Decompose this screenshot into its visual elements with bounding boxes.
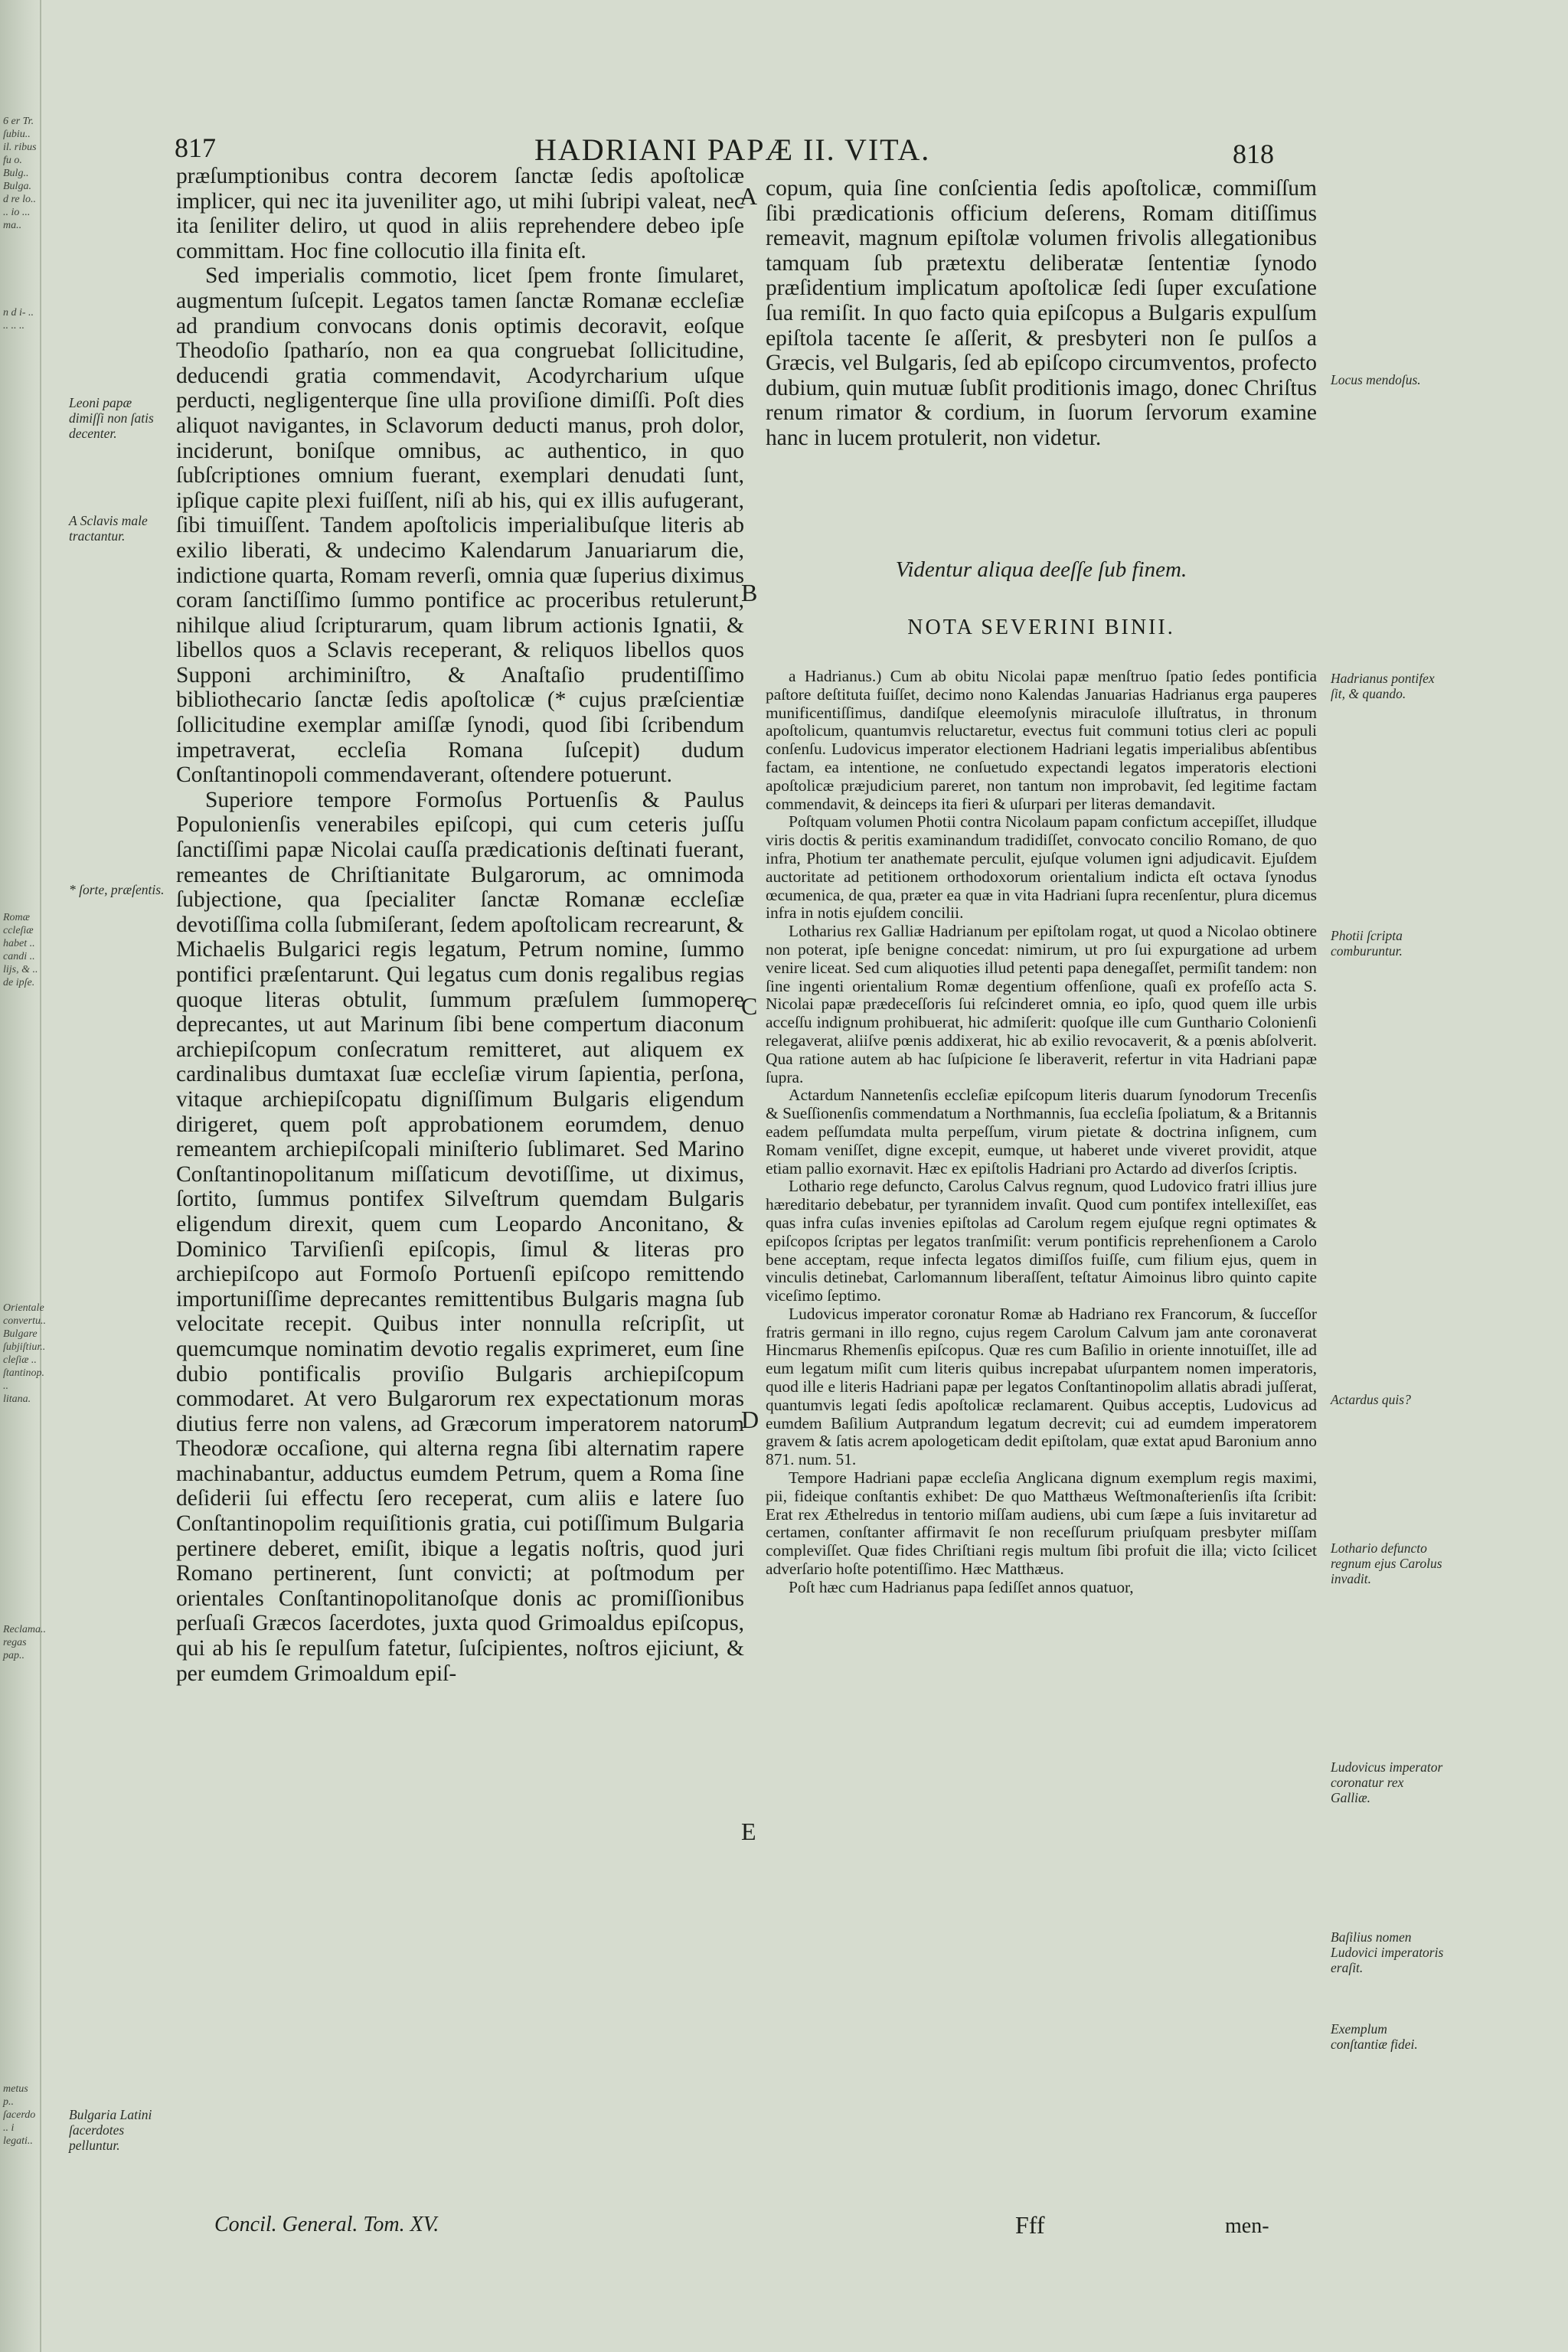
note-paragraph: Ludovicus imperator coronatur Romæ ab Hadriano rex Francorum, & ſucceſſor fratris germani in illo regno, cujus regem Carolum Calvum jam ante coronaverat Hincmarus Rhemenſis epiſcopus. Quæ res cum Baſilio in oriente innotuiſſet, ille ad eum legatum miſit cum literis quibus increpabat uſurpantem nomen imperatoris, quod ille e literis Hadriani papæ per legatos Conſtantinopolim allatis abradi juſſerat, quantumvis legati ſedis apoſtolicæ reclamarent. Quibus acceptis, Ludovicus ad eumdem Baſilium Autprandum legatum decrevit; cui ad eumdem imperatorem gravem & ſatis acrem apologeticam dedit epiſtolam, quæ extat apud Baronium anno 871. num. 51. bbox=[766, 1304, 1317, 1469]
margin-note-right: Photii ſcripta comburuntur. bbox=[1331, 928, 1403, 959]
signature-mark: Fff bbox=[1015, 2211, 1045, 2239]
note-paragraph: a Hadrianus.) Cum ab obitu Nicolai papæ menſtruo ſpatio ſedes pontificia paſtore deſtituta fuiſſet, decimo nono Kalendas Januarias Hadrianus erga pauperes munificentiſſimus, dandiſque eleemoſynis miraculoſe illuſtratus, in thronum apoſtolicum, quantumvis reluctaretur, evectus fuit communi totius cleri ac populi conſenſu. Ludovicus imperator electionem Hadriani legatis imperialibus abſentibus factam, ea intentione, ne conſuetudo expectandi legatos imperatoris electioni apoſtolicæ præjudicium pareret, non tantum non improbavit, ſed legitime factam commendavit, & deinceps ita fieri & uſurpari per literas demandavit. bbox=[766, 667, 1317, 813]
paragraph: Superiore tempore Formoſus Portuenſis & Paulus Populonienſis venerabiles epiſcopi, qui cum ceteris juſſu ſanctiſſimi papæ Nicolai cauſſa prædicationis deſtinati fuerant, remeantes de Chriſtianitate Bulgarorum, ac omnimoda ſubjectione, qua ſpecialiter ſanctæ Romanæ eccleſiæ devotiſſima colla ſubmiſerant, ſedem apoſtolicam recrearunt, & Michaelis Bulgarici regis legatum, Petrum nomine, ſummo pontifici præſentarunt. Qui legatus cum donis regalibus regias quoque literas obtulit, ſummum præſulem ſummopere deprecantes, ut aut Marinum ſibi bene compertum diaconum archiepiſcopum conſecratum remitteret, aut aliquem ex cardinalibus dumtaxat ſuæ eccleſiæ virum ſapientia, perſona, vitaque archiepiſcopatu digniſſimum Bulgaris eligendum dirigeret, quem poſt approbationem eorumdem, denuo remeantem archiepiſcopali miniſterio ſublimaret. Sed Marino Conſtantinopolitanum miſſaticum devotiſſime, ut diximus, ſortito, ſummus pontifex Silveſtrum quemdam Bulgaris eligendum direxit, quem cum Leopardo Anconitano, & Dominico Tarviſienſi epiſcopis, ſimul & literas pro archiepiſcopo aut Formoſo Portuenſi epiſcopo remittendo importuniſſime deprecantes remittentibus Bulgaris magna ſub velocitate recepit. Quibus inter nonnulla reſcripſit, ut quemcumque nominatim devotio regalis exprimeret, eum ſine dubio pontificalis proviſio Bulgaris archiepiſcopum commodaret. At vero Bulgarorum rex expectationum moras diutius ferre non valens, ad Græcorum imperatorem natorum Theodoræ occaſione, qui alterna regna ſibi alternatim rapere machinabantur, adductus eumdem Petrum, quem a Roma ſine deſiderii ſui effectu ſero receperat, cum aliis e latere ſuo Conſtantinopolim requiſitionis gratia, cui potiſſimum Bulgaria pertinere deberet, emiſit, ibique a legatis noſtris, quod juri Romano pertinerent, ſunt convicti; at poſtmodum per orientales Conſtantinopolitanoſque donis ac promiſſionibus perſuaſi Græcos ſacerdotes, juxta quod Grimoaldus epiſcopus, qui ab his ſe repulſum fatetur, ſuſcipientes, noſtros ejiciunt, & per eumdem Grimoaldum epiſ- bbox=[176, 787, 744, 1686]
catchword: men- bbox=[1225, 2214, 1269, 2238]
lacuna-note: Videntur aliqua deeſſe ſub finem. bbox=[895, 557, 1187, 582]
notes-heading: NOTA SEVERINI BINII. bbox=[907, 616, 1175, 639]
gutter-fragment: Reclama.. regas pap.. bbox=[3, 1624, 46, 1661]
section-letter: B bbox=[741, 579, 758, 606]
section-letter: A bbox=[740, 182, 758, 210]
right-column bbox=[766, 176, 1317, 451]
margin-note-left: Leoni papæ dimiſſi non ſatis decenter. bbox=[69, 395, 154, 441]
note-paragraph: Lothario rege defuncto, Carolus Calvus regnum, quod Ludovico fratri illius jure hæreditario debebatur, per tyrannidem invaſit. Quod cum pontifex intellexiſſet, eas quas infra cuſas invenies epiſtolas ad Carolum regem ejuſque regni optimates & epiſcopos ſcriptas per legatos tranſmiſit: verum pontificis reprehenſionem a Carolo bene acceptam, reque infecta legatos dimiſſos fuiſſe, cum filium ejus, quem in vinculis detinebat, Carlomannum liberaſſent, teſtatur Aimoinus libro quinto capite viceſimo ſeptimo. bbox=[766, 1177, 1317, 1305]
section-letter: C bbox=[741, 992, 758, 1020]
note-paragraph: Tempore Hadriani papæ eccleſia Anglicana dignum exemplum regis maximi, pii, fideique conſtantis exhibet: De quo Matthæus Weſtmonaſterienſis iſta ſcribit: Erat rex Æthelredus in tentorio miſſam audiens, ubi cum ſæpe a ſuis invitaretur ad certamen, conſtanter affirmavit ſe non receſſurum priuſquam presbyter miſſam compleviſſet. Quæ fides Chriſtiani regis multum ſibi profuit die illa; victo ſcilicet adverſario hoſte potentiſſimo. Hæc Matthæus. bbox=[766, 1468, 1317, 1579]
margin-note-left: Bulgaria Latini ſacerdotes pelluntur. bbox=[69, 2107, 152, 2153]
gutter-fragment: Romæ ccleſiæ habet .. candi .. lijs, & .. de ipſe. bbox=[3, 912, 38, 988]
margin-note-right: Lothario defuncto regnum ejus Carolus invadit. bbox=[1331, 1540, 1442, 1586]
gutter-fragment: metus p.. ſacerdo .. i legati.. bbox=[3, 2083, 36, 2147]
note-paragraph: Actardum Nannetenſis eccleſiæ epiſcopum literis duarum ſynodorum Trecenſis & Sueſſionenſis commendatum a Northmannis, ſua eccleſia ſpoliatum, & a Britannis eadem peſſumdata multa perpeſſum, virum pietate & doctrina inſignem, cum Romam veniſſet, digne excepit, eumque, ut haberet unde viveret providit, atque etiam pallio exornavit. Hæc ex epiſtolis Hadriani pro Actardo ad diverſos ſcriptis. bbox=[766, 1086, 1317, 1178]
notes-column bbox=[766, 668, 1317, 1597]
margin-note-right: Locus mendoſus. bbox=[1331, 372, 1421, 387]
gutter-fragment: Orientale convertu.. Bulgare ſubjiſtiur.. cleſiæ .. ſtantinop. .. litana. bbox=[3, 1302, 46, 1405]
running-title: HADRIANI PAPÆ II. VITA. bbox=[534, 132, 931, 167]
section-letter: E bbox=[741, 1818, 756, 1845]
margin-note-left: * ſorte, præſentis. bbox=[69, 882, 165, 897]
note-paragraph: Poſt hæc cum Hadrianus papa ſediſſet annos quatuor, bbox=[789, 1577, 1134, 1596]
adjacent-page-edge bbox=[0, 0, 46, 2352]
page-number-left: 817 bbox=[175, 132, 216, 163]
margin-note-right: Actardus quis? bbox=[1331, 1392, 1411, 1407]
paragraph: copum, quia ſine conſcientia ſedis apoſtolicæ, commiſſum ſibi prædicationis officium deſerens, Romam ditiſſimus remeavit, magnum epiſtolæ volumen frivolis allegationibus tamquam ſub prætextu deliberatæ ſententiæ ſynodo præſidentium implicatum apoſtolicæ ſedi ſuper excuſatione ſua remiſit. In quo facto quia epiſcopus a Bulgaris expulſum epiſtola tacente ſe aſſerit, & presbyteri non ſe pulſos a Græcis, vel Bulgaris, ſed ab epiſcopo circumventos, profecto dubium, quin mutuæ ſubſit proditionis imago, donec Chriſtus renum rimator & cordium, in ſuorum ſervorum examine hanc in lucem protulerit, non videtur. bbox=[766, 176, 1317, 450]
margin-note-right: Hadrianus pontifex ſit, & quando. bbox=[1331, 671, 1435, 701]
margin-note-right: Ludovicus imperator coronatur rex Galliæ. bbox=[1331, 1759, 1443, 1805]
margin-note-right: Baſilius nomen Ludovici imperatoris eraſit. bbox=[1331, 1929, 1444, 1975]
paragraph: præſumptionibus contra decorem ſanctæ ſedis apoſtolicæ implicer, qui nec ita juveniliter ago, ut mihi ſubripi valeat, nec ita ſeniliter deliro, ut quod in aliis reprehendere debeo ipſe committam. Hoc fine collocutio illa finita eſt. bbox=[176, 164, 744, 263]
paragraph: Sed imperialis commotio, licet ſpem fronte ſimularet, augmentum ſuſcepit. Legatos tamen ſanctæ Romanæ eccleſiæ ad prandium convocans donis optimis decoravit, eoſque Theodoſio ſpatharío, non ea qua congruebat ſollicitudine, deducendi gratia commendavit, Acodyrcharium uſque perducti, negligenterque ſine ulla proviſione dimiſſi. Poſt dies aliquot navigantes, in Sclavorum deducti manus, proh dolor, inciderunt, boniſque omnibus, ac authentico, in quo ſubſcriptiones omnium fuerant, exemplari denudati ſunt, ipſique capite plexi fuiſſent, niſi ab his, qui ex illis aufugerant, ſibi timuiſſent. Tandem apoſtolicis imperialibuſque literis ab exilio liberati, & undecimo Kalendarum Januariarum die, indictione quarta, Romam reverſi, omnia quæ ſuperius diximus coram ſanctiſſimo ſummo pontifice ac proceribus retulerunt, nihilque aliud ſcripturarum, quam librum actionis Ignatii, & libellos quos a Sclavis receperant, & reliquos libellos quos Supponi archiminiſtro, & Anaſtaſio prudentiſſimo bibliothecario ſanctæ ſedis apoſtolicæ (* cujus præſcientiæ ſollicitudine exemplar amiſſæ ſynodi, quod ſibi ſcribendum impetraverat, eccleſia Romana ſuſcepit) dudum Conſtantinopoli commendaverant, oſtendere potuerunt. bbox=[176, 263, 744, 788]
note-paragraph: Poſtquam volumen Photii contra Nicolaum papam confictum accepiſſet, illudque viris doctis & peritis examinandum tradidiſſet, convocato concilio Romano, de quo infra, Photium ter anathemate perculit, ejuſque volumen igni adjudicavit. Ejuſdem auctoritate ad petitionem orthodoxorum orientalium indicta eſt octava ſynodus œcumenica, de qua, præter ea quæ in vita Hadriani ſupra recenſentur, plura dicemus infra in notis ejuſdem concilii. bbox=[766, 812, 1317, 923]
page-number-right: 818 bbox=[1233, 139, 1274, 169]
margin-note-left: A Sclavis male tractantur. bbox=[69, 513, 148, 544]
margin-note-right: Exemplum conſtantiæ fidei. bbox=[1331, 2021, 1418, 2052]
gutter-fragment: 6 er Tr. ſubiu.. il. ribus fu o. Bulg.. Bulga. d re lo.. .. io ... ma.. bbox=[3, 116, 37, 231]
left-column bbox=[176, 164, 744, 1686]
gutter-fragment: n d i- .. .. .. .. bbox=[3, 307, 34, 332]
section-letter: D bbox=[741, 1406, 760, 1433]
footer-reference: Concil. General. Tom. XV. bbox=[214, 2213, 439, 2236]
note-paragraph: Lotharius rex Galliæ Hadrianum per epiſtolam rogat, ut quod a Nicolao obtinere non poterat, ipſe benigne concedat: nimirum, ut pro ſui expurgatione ad urbem venire liceat. Sed cum aliquoties illud petenti papa denegaſſet, permiſit tandem: non ſine ingenti orientalium Romæ degentium offenſione, quaſi ex profeſſo acta S. Nicolai papæ prædeceſſoris ſui reſcinderet omnia, eo ipſo, quod quem ille urbis acceſſu indignum prohibuerat, hic admiſerit: quoſque ille cum Gunthario Colonienſi relegaverat, aliiſve pœnis addixerat, hic ab exilio revocaverit, & a pœnis abſolverit. Qua ratione autem ab hac ſuſpicione ſe liberaverit, refertur in vita Hadriani papæ ſupra. bbox=[766, 922, 1317, 1086]
